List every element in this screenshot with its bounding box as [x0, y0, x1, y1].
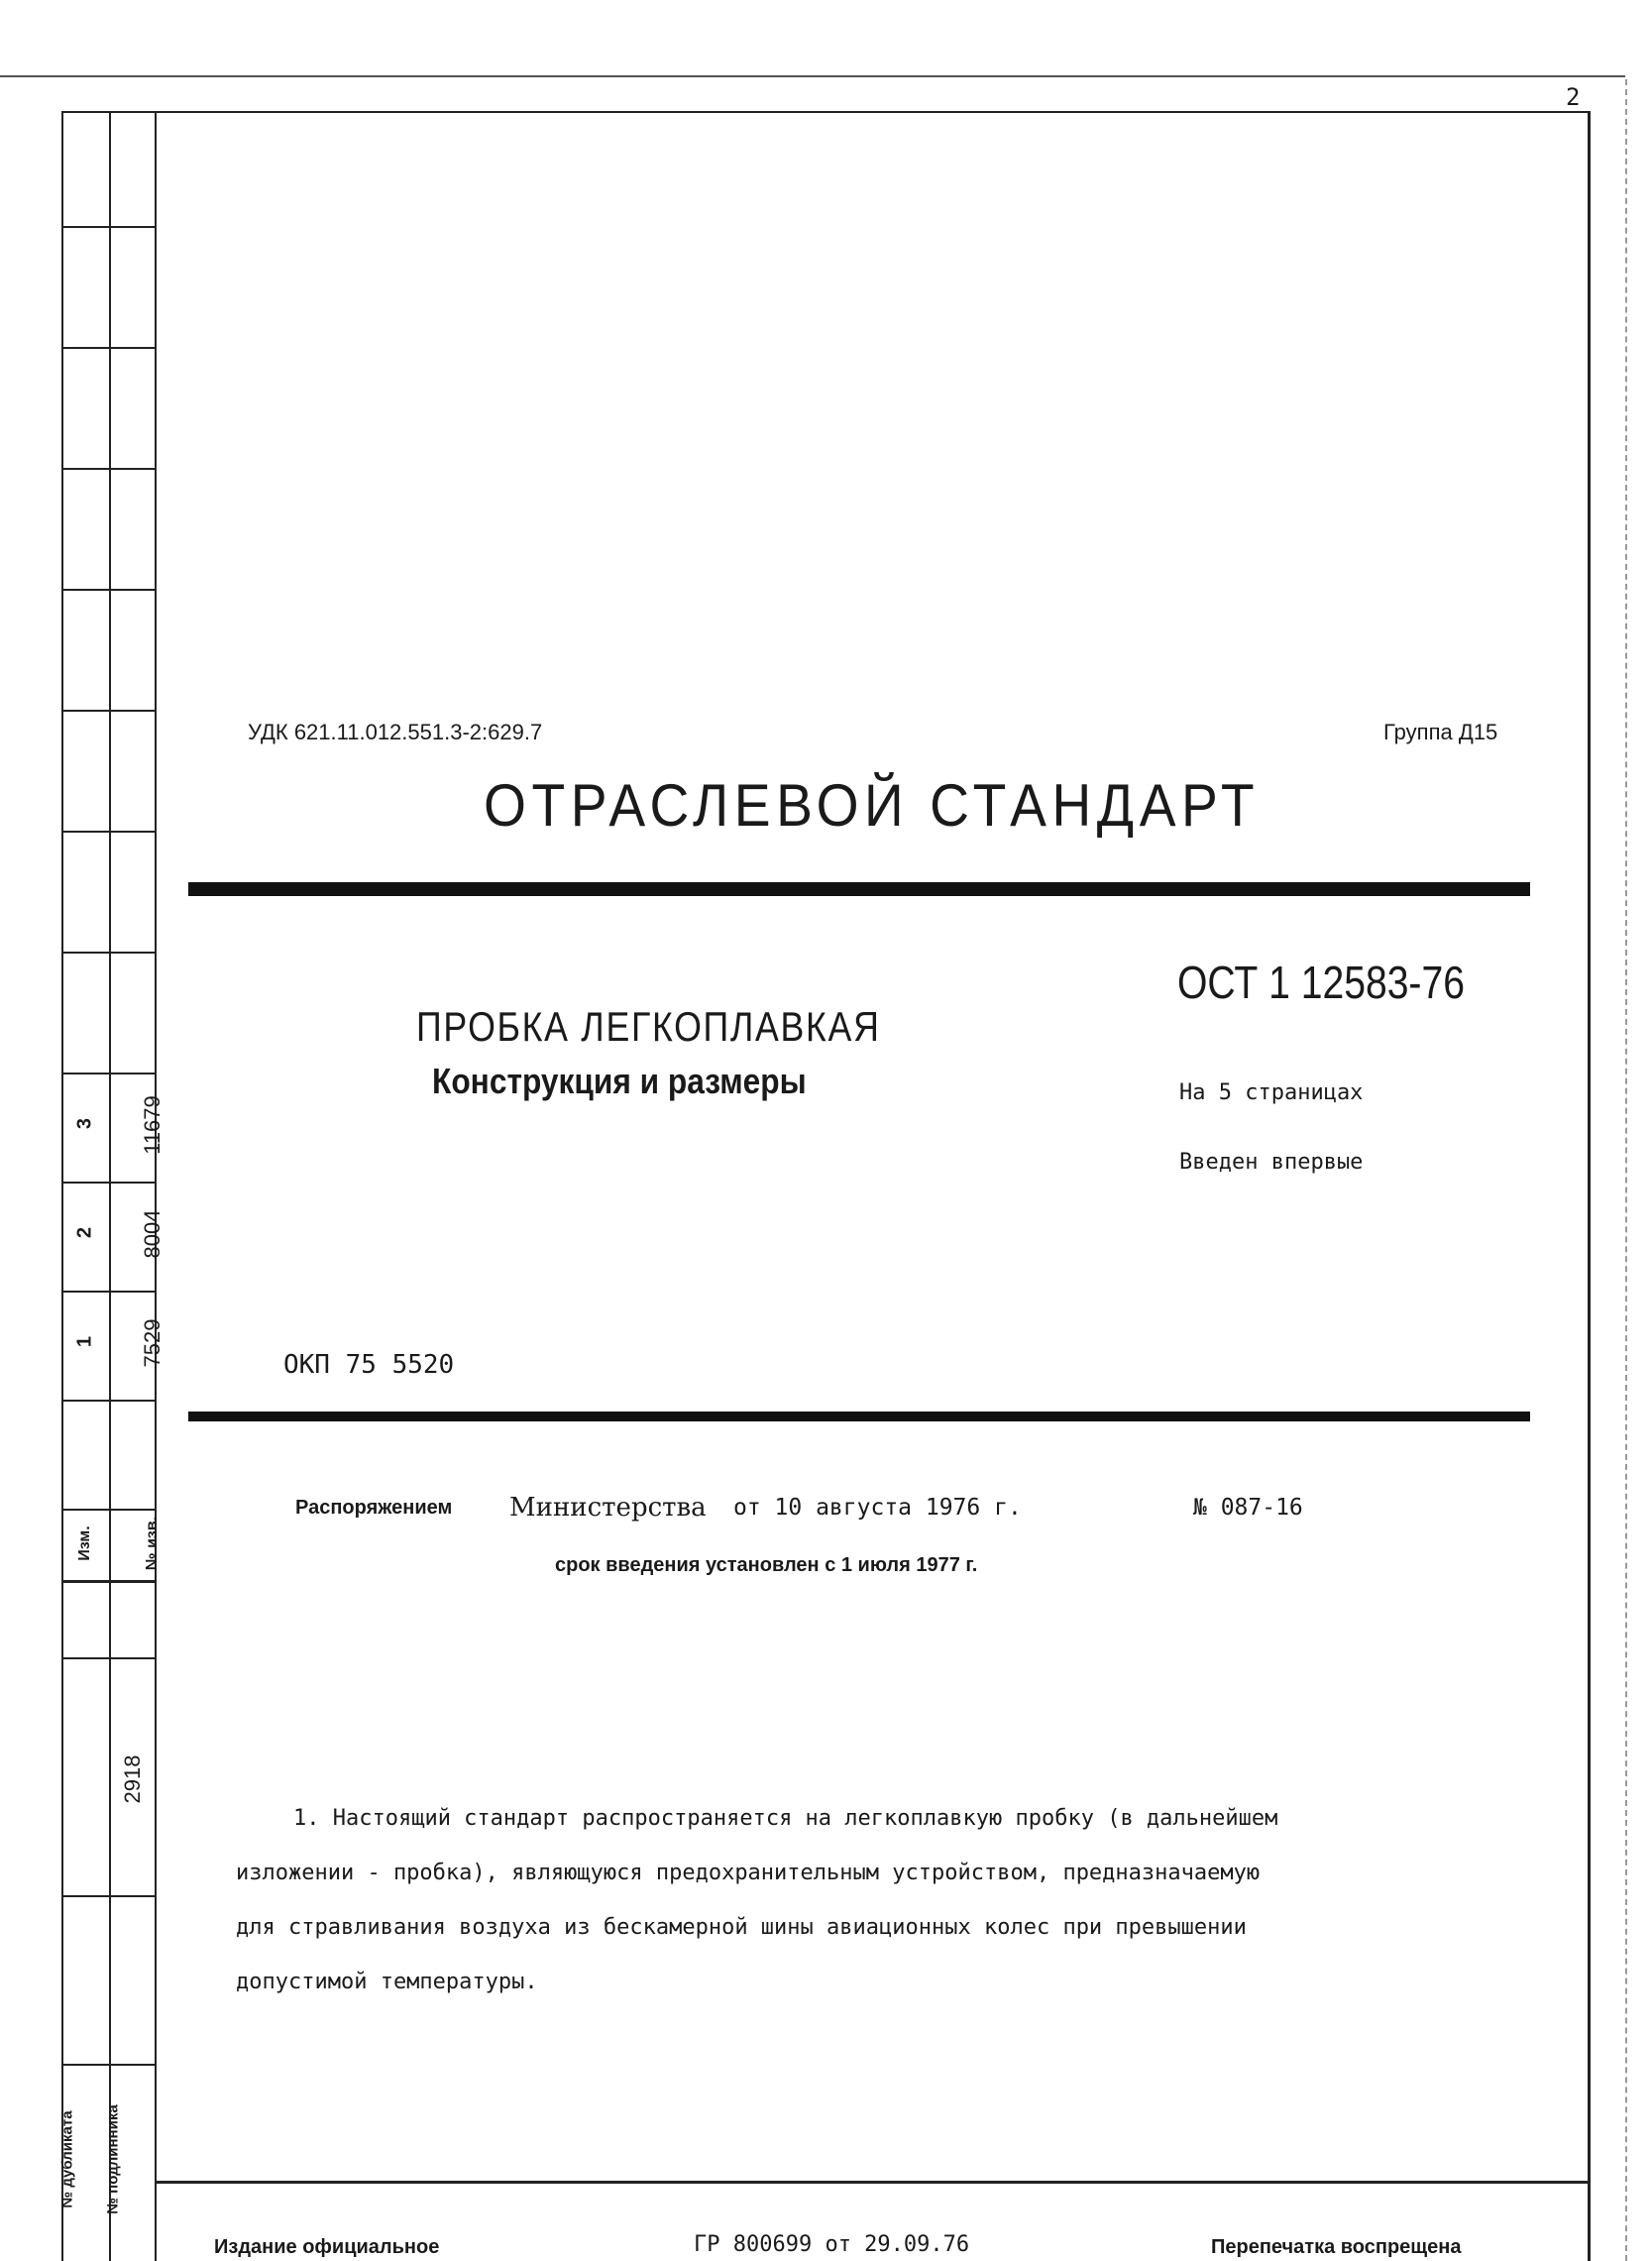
- effective-date: срок введения установлен с 1 июля 1977 г.: [555, 1554, 978, 1576]
- side-column-divider: [109, 111, 111, 2261]
- side-row-line: [61, 710, 155, 712]
- side-row-line: [61, 831, 155, 833]
- decree-number: № 087-16: [1193, 1495, 1303, 1521]
- paragraph-line-2: изложении - пробка), являющуюся предохранительным устройством, предназначаемую: [236, 1861, 1261, 1885]
- side-izv-2: 8004: [140, 1209, 165, 1259]
- side-izm-3: 1: [73, 1335, 96, 1348]
- decree-authority: Министерства: [509, 1493, 707, 1523]
- side-row-line: [61, 226, 155, 228]
- side-row-line: [61, 1509, 155, 1511]
- side-row-line: [61, 1657, 155, 1659]
- top-border-line: [0, 75, 1625, 77]
- side-dublikat-label: № дубликата: [58, 2110, 76, 2208]
- side-row-line: [61, 2064, 155, 2066]
- okp-code: ОКП 75 5520: [283, 1350, 455, 1380]
- decree-date: от 10 августа 1976 г.: [733, 1495, 1022, 1521]
- side-izv-label: № изв.: [144, 1516, 161, 1571]
- standard-designation: ОСТ 1 12583-76: [1177, 957, 1465, 1008]
- document-title: ОТРАСЛЕВОЙ СТАНДАРТ: [484, 772, 1261, 839]
- right-page-edge: [1625, 79, 1627, 2261]
- decree-label: Распоряжением: [295, 1497, 453, 1519]
- left-frame-line: [61, 111, 63, 2261]
- product-subtitle: Конструкция и размеры: [432, 1061, 807, 1101]
- side-izm-label: Изм.: [76, 1526, 93, 1561]
- side-podlinnik-value: 2918: [120, 1754, 145, 1804]
- group-code: Группа Д15: [1383, 720, 1498, 744]
- side-row-line: [61, 952, 155, 954]
- paragraph-line-4: допустимой температуры.: [236, 1970, 538, 1994]
- paragraph-line-3: для стравливания воздуха из бескамерной шины авиационных колес при превышении: [236, 1915, 1247, 1940]
- side-row-line: [61, 468, 155, 470]
- side-podlinnik-label: № подлинника: [104, 2104, 122, 2214]
- top-frame-line: [61, 111, 1590, 113]
- product-name: ПРОБКА ЛЕГКОПЛАВКАЯ: [416, 1003, 881, 1050]
- footer-rule: [155, 2181, 1590, 2184]
- footer-right: Перепечатка воспрещена: [1211, 2236, 1462, 2258]
- side-row-line: [61, 1895, 155, 1897]
- side-izm-2: 2: [73, 1226, 96, 1239]
- footer-center: ГР 800699 от 29.09.76: [694, 2232, 970, 2257]
- right-frame-line: [1588, 111, 1591, 2261]
- pages-note: На 5 страницах: [1179, 1080, 1364, 1105]
- page-number: 2: [1566, 83, 1581, 111]
- side-row-line: [61, 589, 155, 591]
- side-izm-1: 3: [73, 1117, 96, 1130]
- paragraph-line-1: 1. Настоящий стандарт распространяется на легкоплавкую пробку (в дальнейшем: [293, 1806, 1278, 1831]
- footer-left: Издание официальное: [214, 2236, 440, 2258]
- side-izv-1: 11679: [140, 1095, 165, 1155]
- side-row-line: [61, 1580, 155, 1583]
- title-rule: [188, 882, 1530, 896]
- udk-code: УДК 621.11.012.551.3-2:629.7: [248, 720, 543, 744]
- side-izv-3: 7529: [140, 1318, 165, 1368]
- intro-note: Введен впервые: [1179, 1150, 1364, 1175]
- side-row-line: [61, 347, 155, 349]
- okp-rule: [188, 1412, 1530, 1421]
